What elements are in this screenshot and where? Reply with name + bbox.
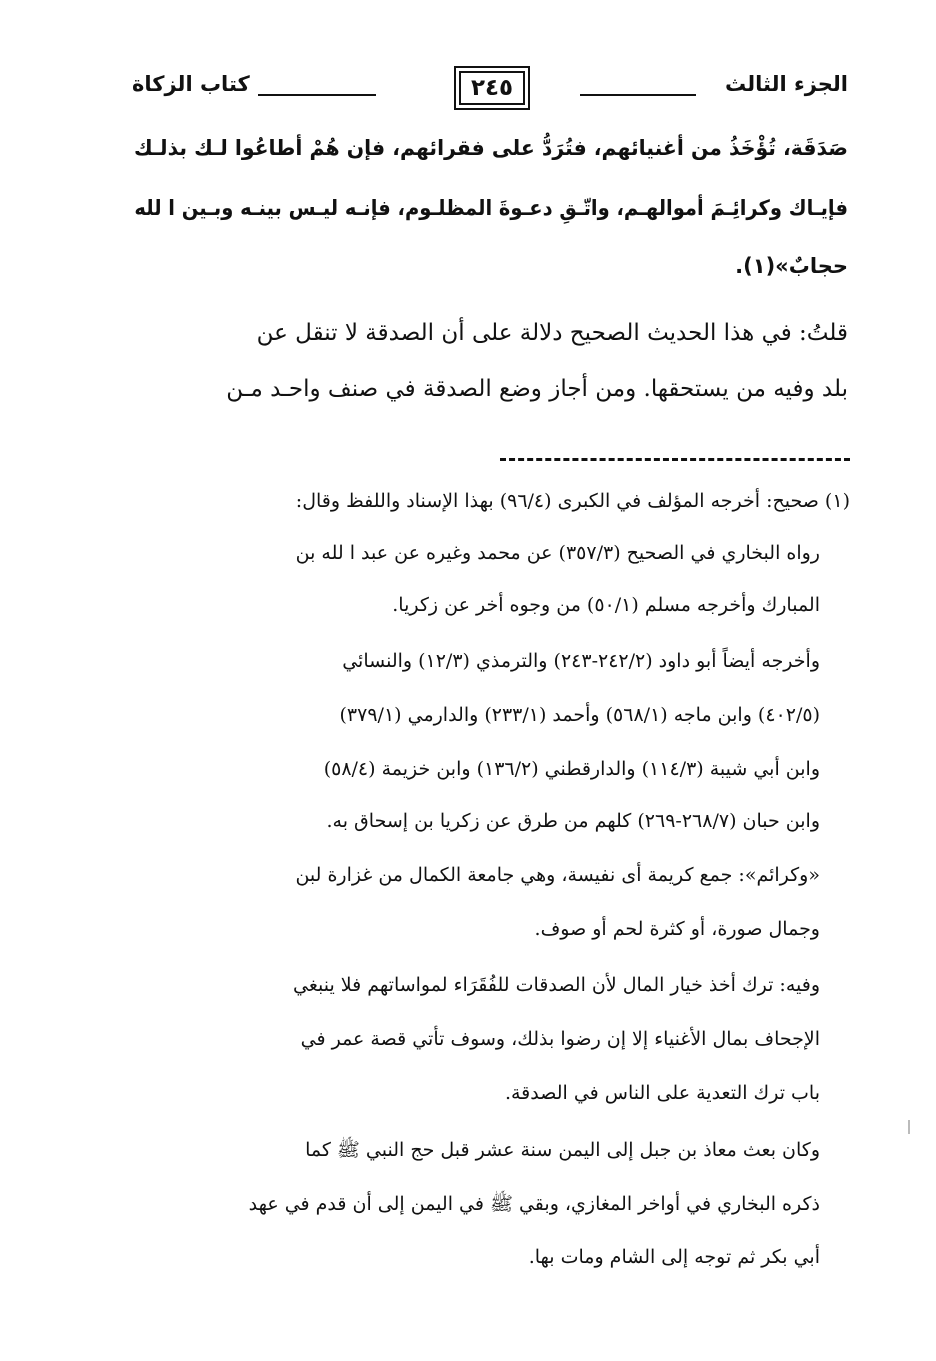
page-number: ٢٤٥ [454,66,530,110]
footnote-line: «وكرائم»: جمع كريمة أى نفيسة، وهي جامعة الكمال من غزارة لبن [295,864,820,886]
hadith-line: صَدَقَة، تُؤْخَذُ من أغنيائهم، فتُرَدُّ على فقرائهم، فإن هُمْ أطاعُوا لـك بذلـك [133,136,848,160]
header-rule-right [580,94,696,96]
footnote-line: رواه البخاري في الصحيح (٣٥٧/٣) عن محمد وغيره عن عبد ا لله بن [295,542,820,564]
footnote-line: وكان بعث معاذ بن جبل إلى اليمن سنة عشر قبل حج النبي ﷺ كما [305,1139,820,1161]
footnote-line: المبارك وأخرجه مسلم (٥٠/١) من وجوه أخر عن زكريا. [392,594,820,616]
body-line: بلد وفيه من يستحقها. ومن أجاز وضع الصدقة في صنف واحـد مـن [226,376,848,402]
header-rule-left [258,94,376,96]
footnote-line: وابن حبان (٢٦٨/٧-٢٦٩) كلهم من طرق عن زكريا بن إسحاق به. [326,810,820,832]
scan-mark [908,1120,910,1134]
footnote-line: وأخرجه أيضاً أبو داود (٢٤٢/٢-٢٤٣) والترمذي (١٢/٣) والنسائي [342,650,820,672]
hadith-line: فإيـاك وكرائِـمَ أموالهـم، واتّـقِ دعـوةَ المظلـوم، فإنـه ليـس بينـه وبـين ا لله [134,196,848,220]
hadith-line: حجابٌ»(١). [735,254,848,278]
commentary-text [134,320,848,420]
footnote-line: أبي بكر ثم توجه إلى الشام ومات بها. [528,1246,820,1268]
chapter-title: كتاب الزكاة [132,72,250,96]
footnote-separator [500,458,850,461]
body-line: قلتُ: في هذا الحديث الصحيح دلالة على أن الصدقة لا تنقل عن [256,320,848,346]
footnote-line: ذكره البخاري في أواخر المغازي، وبقي ﷺ في اليمن إلى أن قدم في عهد [248,1193,820,1215]
footnote-line: باب ترك التعدية على الناس في الصدقة. [504,1082,820,1104]
volume-label: الجزء الثالث [725,72,848,96]
footnote-line: (٤٠٢/٥) وابن ماجه (٥٦٨/١) وأحمد (٢٣٣/١) والدارمي (٣٧٩/١) [339,704,820,726]
footnote-line: وجمال صورة، أو كثرة لحم أو صوف. [534,918,820,940]
hadith-text [134,136,848,296]
footnote-line: الإجحاف بمال الأغنياء إلا إن رضوا بذلك، وسوف تأتي قصة عمر في [300,1028,820,1050]
footnote-line: وابن أبي شيبة (١١٤/٣) والدارقطني (١٣٦/٢) وابن خزيمة (٥٨/٤) [323,758,820,780]
page-header [132,62,848,114]
footnotes [146,490,850,1310]
footnote-line: وفيه: ترك أخذ خيار المال لأن الصدقات للفُقَرَاء لمواساتهم فلا ينبغي [293,974,820,996]
footnote-line: (١) صحيح: أخرجه المؤلف في الكبرى (٩٦/٤) بهذا الإسناد واللفظ وقال: [295,490,850,512]
